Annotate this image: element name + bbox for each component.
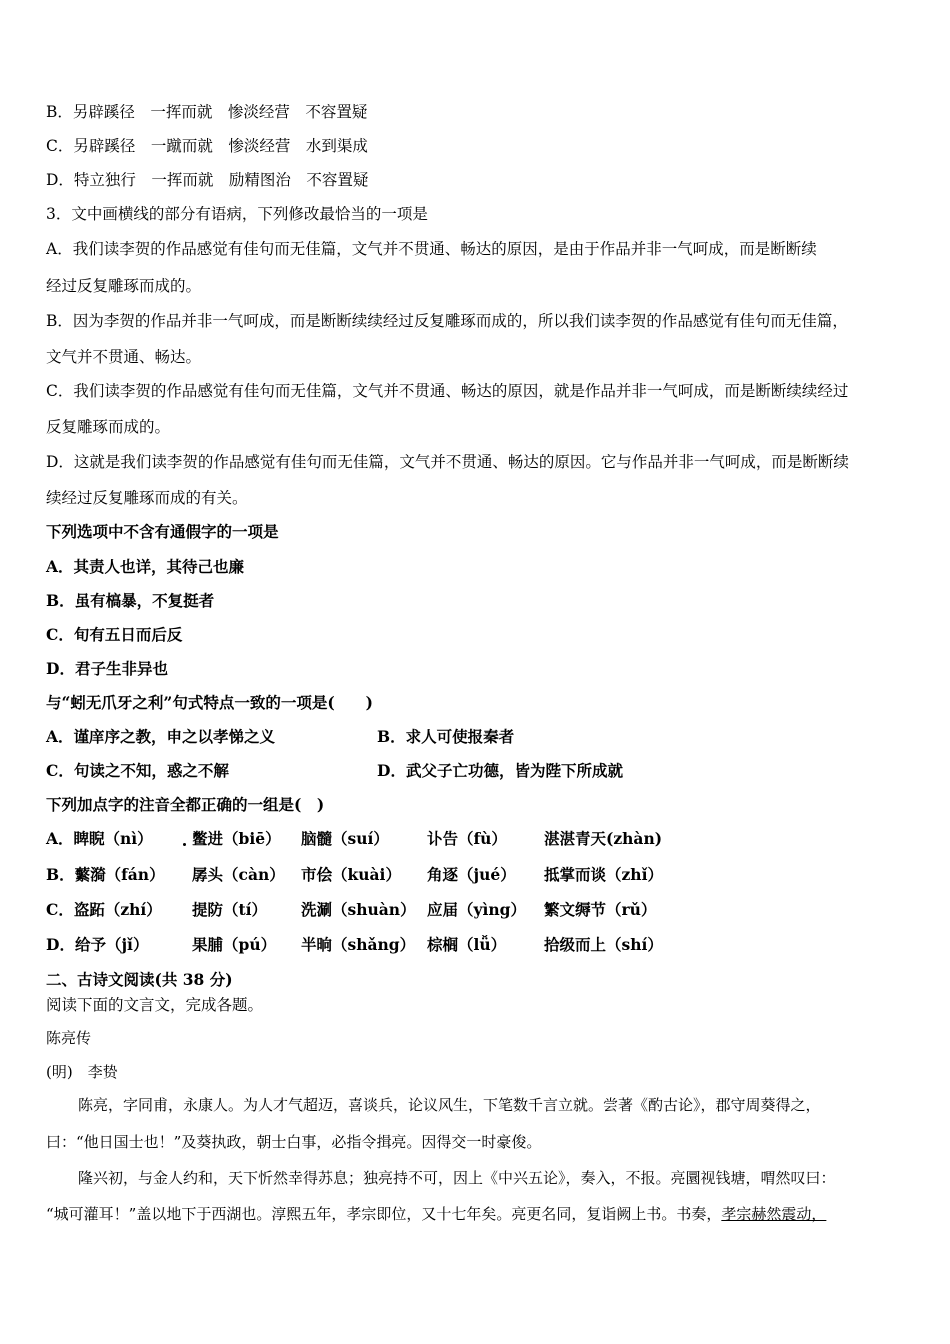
passage-p1-line2: 曰：“他日国士也！”及葵执政，朝士白事，必指令揖亮。因得交一时豪俊。 (46, 1133, 542, 1151)
q6-d-item-3: 半晌（shǎng） (301, 935, 416, 954)
q4-option-b: B．虽有槁暴，不复挺者 (46, 591, 215, 610)
passage-p2-line2 (46, 1203, 826, 1225)
q3-option-b-line1: B．因为李贺的作品并非一气呵成，而是断断续续经过反复雕琢而成的，所以我们读李贺的作品感觉有佳句而无佳篇， (46, 312, 848, 330)
q6-c-item-3: 洗涮（shuàn） (301, 900, 416, 919)
q3-option-b-line2: 文气并不贯通、畅达。 (46, 348, 202, 366)
section-instruction: 阅读下面的文言文，完成各题。 (46, 996, 264, 1014)
q2-option-d: D．特立独行 一挥而就 励精图治 不容置疑 (46, 171, 369, 189)
q6-d-item-1: D．给予（jǐ） (46, 935, 149, 954)
q6-d-item-4: 棕榈（lǚ） (427, 935, 507, 954)
passage-p1-line1: 陈亮，字同甫，永康人。为人才气超迈，喜谈兵，论议风生，下笔数千言立就。尝著《酌古论》，郡守周葵得之， (78, 1096, 821, 1114)
q5-option-b: B．求人可使报秦者 (377, 727, 515, 746)
q4-option-a: A．其责人也详，其待己也廉 (46, 557, 245, 576)
underlined-sentence: 孝宗赫然震动， (721, 1205, 827, 1223)
passage-author: (明) 李贽 (46, 1063, 118, 1081)
q6-a-item-1: A．睥睨（nì） (46, 829, 153, 848)
q3-stem: 3．文中画横线的部分有语病，下列修改最恰当的一项是 (46, 205, 428, 223)
q2-option-b: B．另辟蹊径 一挥而就 惨淡经营 不容置疑 (46, 103, 368, 121)
q3-option-d-line2: 续经过反复雕琢而成的有关。 (46, 489, 248, 507)
passage-title: 陈亮传 (46, 1029, 92, 1047)
q6-a-item-3: 脑髓（suí） (301, 829, 389, 848)
passage-p2-text: “城可灌耳！”盖以地下于西湖也。淳熙五年，孝宗即位，又十七年矣。亮更名同，复诣阙上书。书奏， (46, 1205, 722, 1223)
q6-c-item-2: 提防（tí） (192, 900, 268, 919)
q6-a-item-5: 湛湛青天(zhàn) (544, 829, 663, 848)
q3-option-c-line1: C．我们读李贺的作品感觉有佳句而无佳篇，文气并不贯通、畅达的原因，就是作品并非一气呵成，而是断断续续经过 (46, 382, 849, 400)
q3-option-d-line1: D．这就是我们读李贺的作品感觉有佳句而无佳篇，文气并不贯通、畅达的原因。它与作品并非一气呵成，而是断断续 (46, 453, 849, 471)
q5-option-a: A．谨庠序之教，申之以孝悌之义 (46, 727, 276, 746)
q4-option-c: C．旬有五日而后反 (46, 625, 183, 644)
q6-b-item-1: B．蘩漪（fán） (46, 865, 165, 884)
q6-d-item-5: 拾级而上（shí） (544, 935, 663, 954)
q6-d-item-2: 果脯（pú） (192, 935, 277, 954)
q2-option-c: C．另辟蹊径 一蹴而就 惨淡经营 水到渠成 (46, 137, 368, 155)
q6-stem: 下列加点字的注音全都正确的一组是( ) (46, 795, 325, 814)
q5-option-c: C．句读之不知，惑之不解 (46, 761, 229, 780)
q6-a-item-4: 讣告（fù） (427, 829, 507, 848)
q6-b-item-2: 孱头（càn） (192, 865, 285, 884)
q6-c-item-4: 应届（yìng） (427, 900, 527, 919)
section-heading: 二、古诗文阅读(共 38 分) (46, 970, 233, 989)
q6-c-item-1: C．盗跖（zhí） (46, 900, 162, 919)
passage-p2-line1: 隆兴初，与金人约和，天下忻然幸得苏息；独亮持不可，因上《中兴五论》，奏入，不报。亮圜视钱塘，喟然叹曰： (78, 1169, 836, 1187)
q6-c-item-5: 繁文缛节（rǔ） (544, 900, 657, 919)
q5-stem: 与“蚓无爪牙之利”句式特点一致的一项是( ) (46, 693, 373, 712)
q3-option-a-line1: A．我们读李贺的作品感觉有佳句而无佳篇，文气并不贯通、畅达的原因，是由于作品并非一气呵成，而是断断续 (46, 240, 817, 258)
q4-option-d: D．君子生非异也 (46, 659, 168, 678)
q6-b-item-5: 抵掌而谈（zhǐ） (544, 865, 663, 884)
q6-b-item-3: 市侩（kuài） (301, 865, 401, 884)
q6-a-item-2: 鳖进（biē） (192, 829, 281, 848)
q3-option-c-line2: 反复雕琢而成的。 (46, 418, 171, 436)
q3-option-a-line2: 经过反复雕琢而成的。 (46, 277, 202, 295)
q4-stem: 下列选项中不含有通假字的一项是 (46, 522, 279, 541)
q6-b-item-4: 角逐（jué） (427, 865, 516, 884)
q5-option-d: D．武父子亡功德，皆为陛下所成就 (377, 761, 623, 780)
emphasis-dot (183, 843, 186, 846)
